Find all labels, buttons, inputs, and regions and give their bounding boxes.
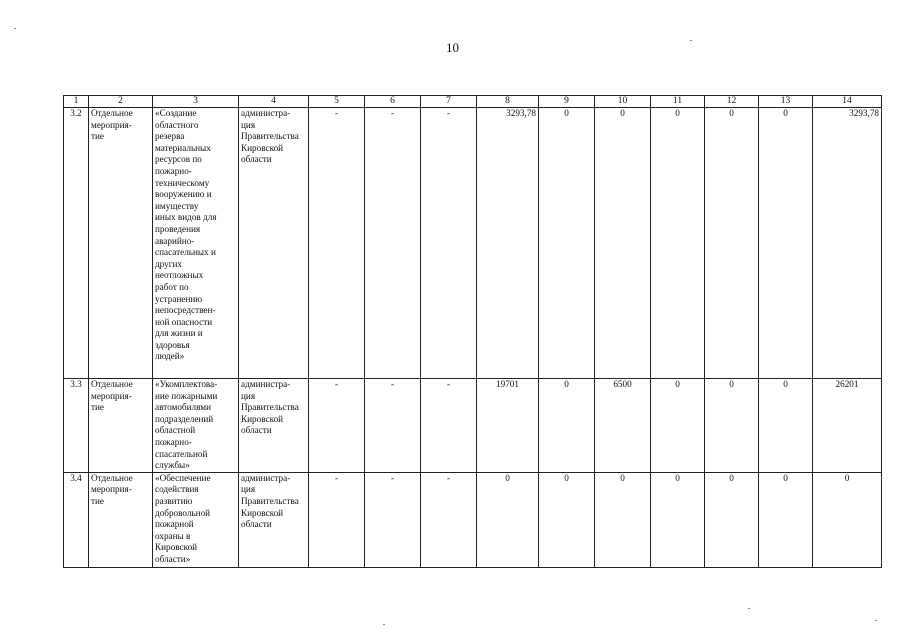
value-cell: 0 — [477, 472, 539, 567]
measure-name: «Укомплектова- ние пожарными автомобилями подразделений областной пожарно- спасательной службы» — [153, 379, 239, 473]
column-header: 14 — [813, 96, 882, 108]
page-number: 10 — [446, 40, 459, 55]
scan-speck — [748, 608, 750, 609]
value-cell: 6500 — [595, 379, 651, 473]
total-cell: 3293,78 — [813, 108, 882, 379]
executor: администра- ция Правительства Кировской области — [239, 472, 309, 567]
column-header: 10 — [595, 96, 651, 108]
value-cell: 0 — [759, 108, 813, 379]
value-cell: 0 — [595, 108, 651, 379]
total-cell: 0 — [813, 472, 882, 567]
executor: администра- ция Правительства Кировской области — [239, 379, 309, 473]
program-measures-table — [63, 95, 882, 568]
value-cell: - — [365, 108, 421, 379]
column-header: 11 — [651, 96, 705, 108]
column-header: 8 — [477, 96, 539, 108]
measure-name: «Создание областного резерва материальных ресурсов по пожарно- техническому вооружению и имуществу иных видов для проведения аварийно- спасательных и других неотложных работ по устранению непосредствен- ной опасности для жизни и здоровья людей» — [153, 108, 239, 379]
value-cell: - — [365, 379, 421, 473]
scan-speck — [690, 40, 692, 41]
scan-speck — [875, 620, 877, 621]
value-cell: 0 — [539, 108, 595, 379]
measure-name: «Обеспечение содействия развитию добровольной пожарной охраны в Кировской области» — [153, 472, 239, 567]
column-header: 3 — [153, 96, 239, 108]
value-cell: - — [309, 108, 365, 379]
value-cell: - — [421, 472, 477, 567]
total-cell: 26201 — [813, 379, 882, 473]
value-cell: 0 — [705, 108, 759, 379]
column-header: 7 — [421, 96, 477, 108]
header-row — [64, 96, 882, 108]
value-cell: 0 — [759, 379, 813, 473]
scan-speck — [383, 624, 385, 625]
table-row — [64, 472, 882, 567]
executor: администра- ция Правительства Кировской области — [239, 108, 309, 379]
value-cell: 0 — [759, 472, 813, 567]
column-header: 4 — [239, 96, 309, 108]
table-row — [64, 108, 882, 379]
measure-type: Отдельное мероприя- тие — [89, 472, 153, 567]
column-header: 2 — [89, 96, 153, 108]
value-cell: - — [421, 108, 477, 379]
value-cell: 0 — [595, 472, 651, 567]
value-cell: 0 — [651, 108, 705, 379]
value-cell: 0 — [539, 379, 595, 473]
value-cell: - — [421, 379, 477, 473]
column-header: 5 — [309, 96, 365, 108]
measure-type: Отдельное мероприя- тие — [89, 379, 153, 473]
value-cell: - — [309, 379, 365, 473]
value-cell: 0 — [539, 472, 595, 567]
column-header: 9 — [539, 96, 595, 108]
measure-type: Отдельное мероприя- тие — [89, 108, 153, 379]
column-header: 6 — [365, 96, 421, 108]
table-row — [64, 379, 882, 473]
value-cell: - — [365, 472, 421, 567]
column-header: 12 — [705, 96, 759, 108]
row-number: 3.2 — [64, 108, 89, 379]
value-cell: 0 — [651, 379, 705, 473]
value-cell: 0 — [705, 472, 759, 567]
value-cell: 0 — [705, 379, 759, 473]
row-number: 3.3 — [64, 379, 89, 473]
column-header: 1 — [64, 96, 89, 108]
scan-speck — [14, 28, 16, 29]
value-cell: 19701 — [477, 379, 539, 473]
value-cell: - — [309, 472, 365, 567]
row-number: 3.4 — [64, 472, 89, 567]
value-cell: 3293,78 — [477, 108, 539, 379]
column-header: 13 — [759, 96, 813, 108]
value-cell: 0 — [651, 472, 705, 567]
